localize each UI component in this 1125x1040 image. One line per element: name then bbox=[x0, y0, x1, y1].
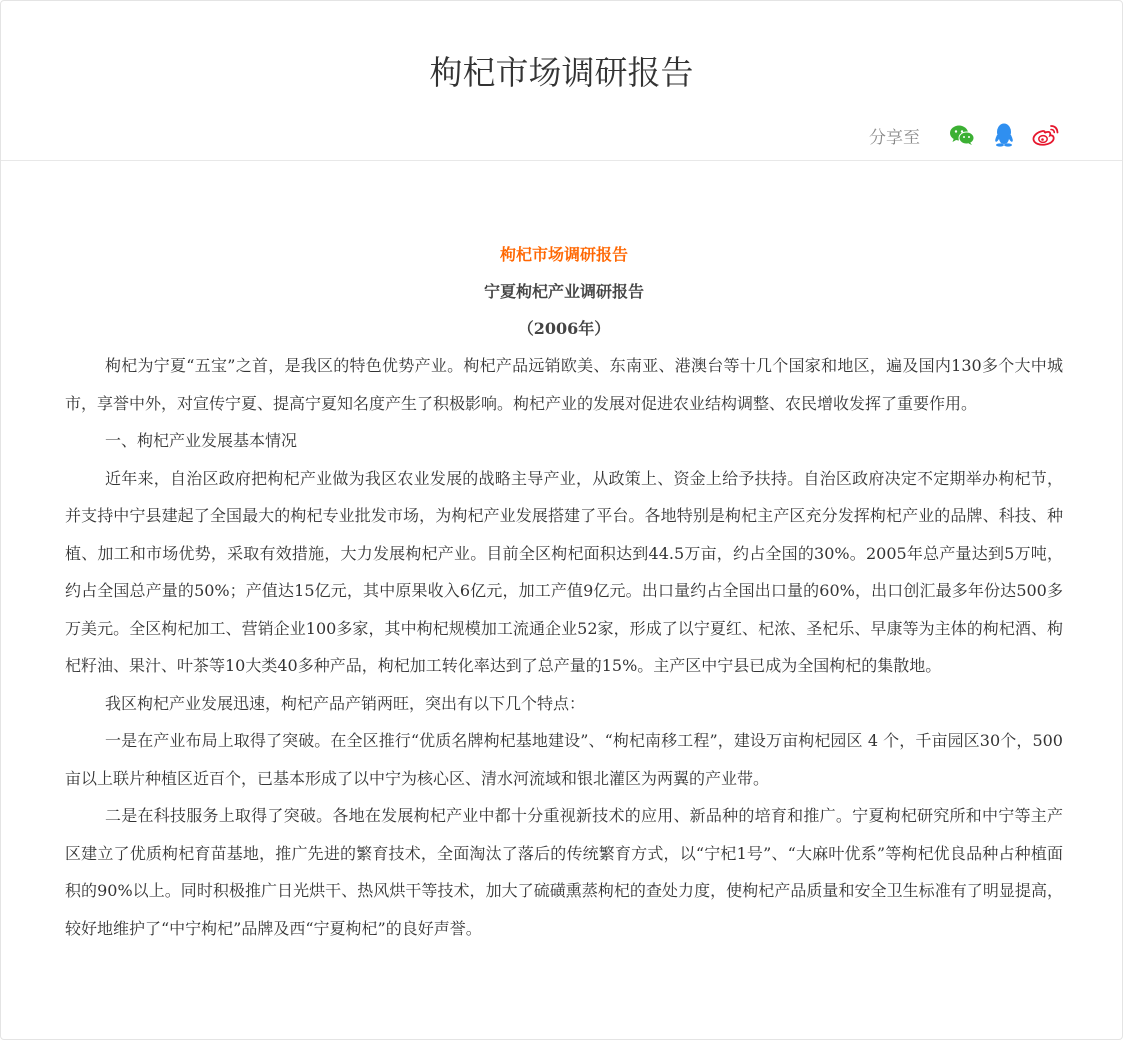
document-title: 枸杞市场调研报告 bbox=[499, 245, 628, 264]
qq-icon[interactable] bbox=[990, 121, 1018, 149]
page-title: 枸杞市场调研报告 bbox=[429, 53, 694, 92]
section-heading: 一、枸杞产业发展基本情况 bbox=[105, 431, 298, 450]
weibo-icon[interactable] bbox=[1032, 121, 1060, 149]
document-year: （2006年） bbox=[517, 319, 611, 338]
paragraph: 一是在产业布局上取得了突破。在全区推行“优质名牌枸杞基地建设”、“枸杞南移工程”，建设万亩枸杞园区 4 个，千亩园区30个，500亩以上联片种植区近百个，已基本形成了以中宁为核心区、清水河流域和银北灌区为两翼的产业带。 bbox=[65, 731, 1063, 788]
paragraph: 近年来，自治区政府把枸杞产业做为我区农业发展的战略主导产业，从政策上、资金上给予扶持。自治区政府决定不定期举办枸杞节，并支持中宁县建起了全国最大的枸杞专业批发市场，为枸杞产业发展搭建了平台。各地特别是枸杞主产区充分发挥枸杞产业的品牌、科技、种植、加工和市场优势，采取有效措施，大力发展枸杞产业。目前全区枸杞面积达到44.5万亩，约占全国的30%。2005年总产量达到5万吨，约占全国总产量的50%；产值达15亿元，其中原果收入6亿元，加工产值9亿元。出口量约占全国出口量的60%，出口创汇最多年份达500多万美元。全区枸杞加工、营销企业100多家，其中枸杞规模加工流通企业52家，形成了以宁夏红、杞浓、圣杞乐、早康等为主体的枸杞酒、枸杞籽油、果汁、叶茶等10大类40多种产品，枸杞加工转化率达到了总产量的15%。主产区中宁县已成为全国枸杞的集散地。 bbox=[65, 468, 1063, 675]
paragraph: 二是在科技服务上取得了突破。各地在发展枸杞产业中都十分重视新技术的应用、新品种的培育和推广。宁夏枸杞研究所和中宁等主产区建立了优质枸杞育苗基地，推广先进的繁育技术，全面淘汰了落后的传统繁育方式，以“宁杞1号”、“大麻叶优系”等枸杞优良品种占种植面积的90%以上。同时积极推广日光烘干、热风烘干等技术，加大了硫磺熏蒸枸杞的查处力度，使枸杞产品质量和安全卫生标准有了明显提高，较好地维护了“中宁枸杞”品牌及西“宁夏枸杞”的良好声誉。 bbox=[65, 806, 1063, 938]
paragraph-intro: 枸杞为宁夏“五宝”之首，是我区的特色优势产业。枸杞产品远销欧美、东南亚、港澳台等十几个国家和地区，遍及国内130多个大中城市，享誉中外，对宣传宁夏、提高宁夏知名度产生了积极影响。枸杞产业的发展对促进农业结构调整、农民增收发挥了重要作用。 bbox=[65, 356, 1063, 413]
share-label: 分享至 bbox=[869, 127, 920, 148]
share-bar bbox=[869, 119, 1060, 151]
article-header bbox=[1, 1, 1122, 161]
wechat-icon[interactable] bbox=[948, 121, 976, 149]
paragraph: 我区枸杞产业发展迅速，枸杞产品产销两旺，突出有以下几个特点： bbox=[105, 693, 586, 713]
article-body bbox=[65, 241, 1063, 947]
document-subtitle: 宁夏枸杞产业调研报告 bbox=[483, 282, 644, 301]
